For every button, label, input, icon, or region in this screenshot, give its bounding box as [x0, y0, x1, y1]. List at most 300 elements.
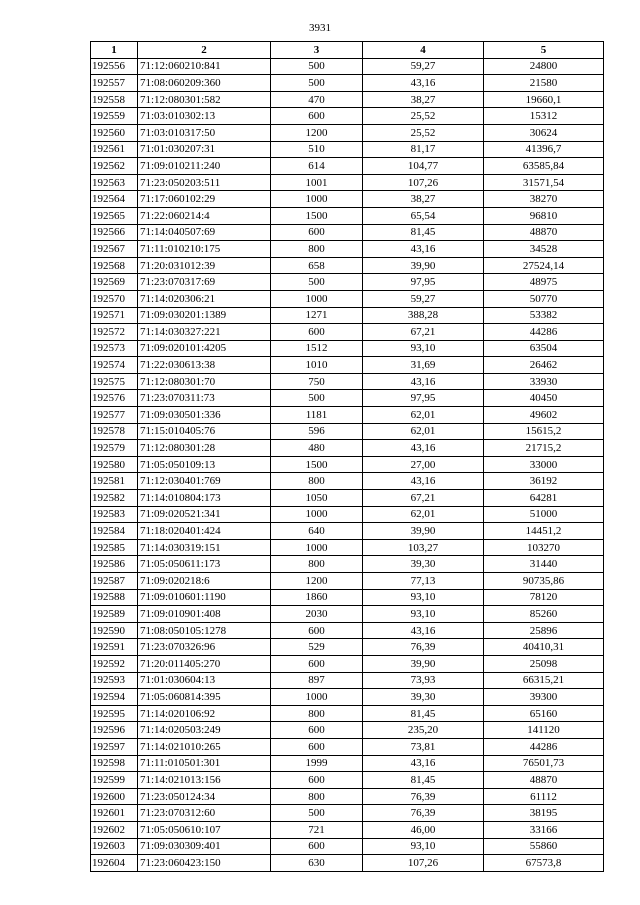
- row-number-cell: 192575: [91, 373, 138, 390]
- rate-cell: 25,52: [363, 124, 484, 141]
- value-cell: 39300: [484, 689, 604, 706]
- area-cell: 600: [271, 738, 363, 755]
- cadastral-number-cell: 71:20:031012:39: [138, 257, 271, 274]
- area-cell: 529: [271, 639, 363, 656]
- table-row: [91, 539, 604, 556]
- value-cell: 96810: [484, 207, 604, 224]
- area-cell: 1000: [271, 191, 363, 208]
- area-cell: 1200: [271, 124, 363, 141]
- cadastral-number-cell: 71:14:020106:92: [138, 705, 271, 722]
- cadastral-number-cell: 71:11:010210:175: [138, 241, 271, 258]
- cadastral-number-cell: 71:14:020503:249: [138, 722, 271, 739]
- table-row: [91, 589, 604, 606]
- value-cell: 64281: [484, 490, 604, 507]
- table-row: [91, 755, 604, 772]
- cadastral-number-cell: 71:23:050124:34: [138, 788, 271, 805]
- value-cell: 66315,21: [484, 672, 604, 689]
- rate-cell: 43,16: [363, 622, 484, 639]
- rate-cell: 76,39: [363, 639, 484, 656]
- cadastral-number-cell: 71:09:030201:1389: [138, 307, 271, 324]
- area-cell: 600: [271, 224, 363, 241]
- table-header-row: [91, 42, 604, 59]
- area-cell: 800: [271, 241, 363, 258]
- area-cell: 630: [271, 855, 363, 872]
- row-number-cell: 192566: [91, 224, 138, 241]
- rate-cell: 93,10: [363, 340, 484, 357]
- table-row: [91, 689, 604, 706]
- row-number-cell: 192562: [91, 158, 138, 175]
- row-number-cell: 192604: [91, 855, 138, 872]
- cadastral-number-cell: 71:23:070311:73: [138, 390, 271, 407]
- rate-cell: 76,39: [363, 805, 484, 822]
- area-cell: 1181: [271, 407, 363, 424]
- table-row: [91, 506, 604, 523]
- table-row: [91, 124, 604, 141]
- area-cell: 510: [271, 141, 363, 158]
- area-cell: 2030: [271, 606, 363, 623]
- area-cell: 1000: [271, 689, 363, 706]
- cadastral-number-cell: 71:09:020218:6: [138, 573, 271, 590]
- rate-cell: 73,81: [363, 738, 484, 755]
- area-cell: 800: [271, 788, 363, 805]
- rate-cell: 103,27: [363, 539, 484, 556]
- value-cell: 48975: [484, 274, 604, 291]
- cadastral-number-cell: 71:09:020521:341: [138, 506, 271, 523]
- value-cell: 40410,31: [484, 639, 604, 656]
- value-cell: 36192: [484, 473, 604, 490]
- cadastral-number-cell: 71:12:030401:769: [138, 473, 271, 490]
- value-cell: 85260: [484, 606, 604, 623]
- cadastral-number-cell: 71:23:060423:150: [138, 855, 271, 872]
- row-number-cell: 192597: [91, 738, 138, 755]
- rate-cell: 59,27: [363, 58, 484, 75]
- cadastral-number-cell: 71:09:030309:401: [138, 838, 271, 855]
- table-body: [91, 58, 604, 871]
- table-row: [91, 58, 604, 75]
- value-cell: 78120: [484, 589, 604, 606]
- rate-cell: 43,16: [363, 241, 484, 258]
- cadastral-number-cell: 71:01:030207:31: [138, 141, 271, 158]
- table-row: [91, 357, 604, 374]
- table-row: [91, 75, 604, 92]
- area-cell: 658: [271, 257, 363, 274]
- table-row: [91, 274, 604, 291]
- row-number-cell: 192568: [91, 257, 138, 274]
- page-number: 3931: [309, 22, 331, 34]
- cadastral-number-cell: 71:14:030319:151: [138, 539, 271, 556]
- row-number-cell: 192565: [91, 207, 138, 224]
- row-number-cell: 192592: [91, 655, 138, 672]
- value-cell: 33000: [484, 456, 604, 473]
- area-cell: 600: [271, 722, 363, 739]
- rate-cell: 38,27: [363, 191, 484, 208]
- area-cell: 470: [271, 91, 363, 108]
- table-row: [91, 788, 604, 805]
- value-cell: 103270: [484, 539, 604, 556]
- table-row: [91, 655, 604, 672]
- row-number-cell: 192596: [91, 722, 138, 739]
- area-cell: 600: [271, 655, 363, 672]
- table-row: [91, 838, 604, 855]
- area-cell: 1500: [271, 456, 363, 473]
- value-cell: 44286: [484, 324, 604, 341]
- value-cell: 21715,2: [484, 440, 604, 457]
- cadastral-number-cell: 71:14:021013:156: [138, 772, 271, 789]
- value-cell: 48870: [484, 772, 604, 789]
- rate-cell: 39,30: [363, 556, 484, 573]
- row-number-cell: 192557: [91, 75, 138, 92]
- row-number-cell: 192576: [91, 390, 138, 407]
- table-row: [91, 191, 604, 208]
- rate-cell: 43,16: [363, 440, 484, 457]
- row-number-cell: 192601: [91, 805, 138, 822]
- cadastral-number-cell: 71:14:040507:69: [138, 224, 271, 241]
- column-header-5: 5: [484, 42, 604, 59]
- area-cell: 800: [271, 473, 363, 490]
- rate-cell: 46,00: [363, 821, 484, 838]
- row-number-cell: 192574: [91, 357, 138, 374]
- area-cell: 1000: [271, 290, 363, 307]
- value-cell: 49602: [484, 407, 604, 424]
- row-number-cell: 192569: [91, 274, 138, 291]
- table-row: [91, 573, 604, 590]
- rate-cell: 43,16: [363, 75, 484, 92]
- rate-cell: 81,45: [363, 705, 484, 722]
- value-cell: 31440: [484, 556, 604, 573]
- table-row: [91, 821, 604, 838]
- rate-cell: 73,93: [363, 672, 484, 689]
- rate-cell: 93,10: [363, 606, 484, 623]
- cadastral-number-cell: 71:12:080301:28: [138, 440, 271, 457]
- table-row: [91, 490, 604, 507]
- area-cell: 1271: [271, 307, 363, 324]
- table-row: [91, 324, 604, 341]
- value-cell: 63504: [484, 340, 604, 357]
- row-number-cell: 192584: [91, 523, 138, 540]
- cadastral-number-cell: 71:20:011405:270: [138, 655, 271, 672]
- value-cell: 50770: [484, 290, 604, 307]
- row-number-cell: 192594: [91, 689, 138, 706]
- table-row: [91, 805, 604, 822]
- table-row: [91, 224, 604, 241]
- area-cell: 600: [271, 108, 363, 125]
- area-cell: 721: [271, 821, 363, 838]
- rate-cell: 43,16: [363, 473, 484, 490]
- area-cell: 800: [271, 705, 363, 722]
- table-row: [91, 423, 604, 440]
- value-cell: 15312: [484, 108, 604, 125]
- row-number-cell: 192600: [91, 788, 138, 805]
- cadastral-number-cell: 71:09:010901:408: [138, 606, 271, 623]
- cadastral-number-cell: 71:09:030501:336: [138, 407, 271, 424]
- value-cell: 55860: [484, 838, 604, 855]
- area-cell: 640: [271, 523, 363, 540]
- area-cell: 1512: [271, 340, 363, 357]
- cadastral-number-cell: 71:22:030613:38: [138, 357, 271, 374]
- cadastral-number-cell: 71:15:010405:76: [138, 423, 271, 440]
- rate-cell: 62,01: [363, 506, 484, 523]
- value-cell: 24800: [484, 58, 604, 75]
- row-number-cell: 192558: [91, 91, 138, 108]
- value-cell: 33166: [484, 821, 604, 838]
- cadastral-number-cell: 71:05:050611:173: [138, 556, 271, 573]
- area-cell: 600: [271, 772, 363, 789]
- row-number-cell: 192598: [91, 755, 138, 772]
- area-cell: 897: [271, 672, 363, 689]
- area-cell: 600: [271, 324, 363, 341]
- value-cell: 31571,54: [484, 174, 604, 191]
- row-number-cell: 192567: [91, 241, 138, 258]
- row-number-cell: 192572: [91, 324, 138, 341]
- cadastral-number-cell: 71:23:070317:69: [138, 274, 271, 291]
- area-cell: 1050: [271, 490, 363, 507]
- table-row: [91, 257, 604, 274]
- area-cell: 1860: [271, 589, 363, 606]
- area-cell: 600: [271, 622, 363, 639]
- table-row: [91, 705, 604, 722]
- value-cell: 30624: [484, 124, 604, 141]
- cadastral-number-cell: 71:23:070326:96: [138, 639, 271, 656]
- rate-cell: 107,26: [363, 174, 484, 191]
- cadastral-number-cell: 71:22:060214:4: [138, 207, 271, 224]
- table-row: [91, 855, 604, 872]
- rate-cell: 39,90: [363, 523, 484, 540]
- rate-cell: 107,26: [363, 855, 484, 872]
- value-cell: 34528: [484, 241, 604, 258]
- rate-cell: 388,28: [363, 307, 484, 324]
- row-number-cell: 192583: [91, 506, 138, 523]
- table-row: [91, 307, 604, 324]
- area-cell: 480: [271, 440, 363, 457]
- table-row: [91, 407, 604, 424]
- cadastral-number-cell: 71:14:030327:221: [138, 324, 271, 341]
- table-row: [91, 606, 604, 623]
- cadastral-number-cell: 71:03:010302:13: [138, 108, 271, 125]
- column-header-4: 4: [363, 42, 484, 59]
- area-cell: 1500: [271, 207, 363, 224]
- table-row: [91, 91, 604, 108]
- value-cell: 27524,14: [484, 257, 604, 274]
- value-cell: 15615,2: [484, 423, 604, 440]
- rate-cell: 235,20: [363, 722, 484, 739]
- rate-cell: 67,21: [363, 324, 484, 341]
- rate-cell: 104,77: [363, 158, 484, 175]
- value-cell: 48870: [484, 224, 604, 241]
- rate-cell: 77,13: [363, 573, 484, 590]
- data-table: [90, 41, 604, 872]
- column-header-2: 2: [138, 42, 271, 59]
- value-cell: 90735,86: [484, 573, 604, 590]
- row-number-cell: 192602: [91, 821, 138, 838]
- table-row: [91, 340, 604, 357]
- row-number-cell: 192591: [91, 639, 138, 656]
- row-number-cell: 192578: [91, 423, 138, 440]
- cadastral-number-cell: 71:05:050610:107: [138, 821, 271, 838]
- table-row: [91, 456, 604, 473]
- rate-cell: 81,45: [363, 772, 484, 789]
- value-cell: 51000: [484, 506, 604, 523]
- rate-cell: 27,00: [363, 456, 484, 473]
- rate-cell: 93,10: [363, 838, 484, 855]
- cadastral-number-cell: 71:14:021010:265: [138, 738, 271, 755]
- row-number-cell: 192560: [91, 124, 138, 141]
- table-row: [91, 672, 604, 689]
- area-cell: 1010: [271, 357, 363, 374]
- rate-cell: 62,01: [363, 423, 484, 440]
- value-cell: 25098: [484, 655, 604, 672]
- table-row: [91, 207, 604, 224]
- rate-cell: 67,21: [363, 490, 484, 507]
- row-number-cell: 192581: [91, 473, 138, 490]
- value-cell: 26462: [484, 357, 604, 374]
- area-cell: 1200: [271, 573, 363, 590]
- value-cell: 65160: [484, 705, 604, 722]
- table-row: [91, 390, 604, 407]
- area-cell: 1000: [271, 539, 363, 556]
- value-cell: 38270: [484, 191, 604, 208]
- cadastral-number-cell: 71:18:020401:424: [138, 523, 271, 540]
- table-row: [91, 738, 604, 755]
- row-number-cell: 192585: [91, 539, 138, 556]
- area-cell: 596: [271, 423, 363, 440]
- row-number-cell: 192570: [91, 290, 138, 307]
- cadastral-number-cell: 71:11:010501:301: [138, 755, 271, 772]
- rate-cell: 43,16: [363, 373, 484, 390]
- row-number-cell: 192586: [91, 556, 138, 573]
- row-number-cell: 192599: [91, 772, 138, 789]
- cadastral-number-cell: 71:12:060210:841: [138, 58, 271, 75]
- value-cell: 61112: [484, 788, 604, 805]
- rate-cell: 43,16: [363, 755, 484, 772]
- cadastral-number-cell: 71:14:010804:173: [138, 490, 271, 507]
- rate-cell: 81,45: [363, 224, 484, 241]
- cadastral-number-cell: 71:09:020101:4205: [138, 340, 271, 357]
- table-row: [91, 523, 604, 540]
- rate-cell: 38,27: [363, 91, 484, 108]
- area-cell: 1000: [271, 506, 363, 523]
- value-cell: 63585,84: [484, 158, 604, 175]
- area-cell: 1001: [271, 174, 363, 191]
- table-row: [91, 158, 604, 175]
- value-cell: 21580: [484, 75, 604, 92]
- row-number-cell: 192577: [91, 407, 138, 424]
- rate-cell: 81,17: [363, 141, 484, 158]
- cadastral-number-cell: 71:17:060102:29: [138, 191, 271, 208]
- column-header-1: 1: [91, 42, 138, 59]
- cadastral-number-cell: 71:01:030604:13: [138, 672, 271, 689]
- cadastral-number-cell: 71:12:080301:582: [138, 91, 271, 108]
- cadastral-number-cell: 71:09:010601:1190: [138, 589, 271, 606]
- area-cell: 500: [271, 390, 363, 407]
- table-row: [91, 473, 604, 490]
- value-cell: 25896: [484, 622, 604, 639]
- row-number-cell: 192587: [91, 573, 138, 590]
- cadastral-number-cell: 71:14:020306:21: [138, 290, 271, 307]
- value-cell: 141120: [484, 722, 604, 739]
- rate-cell: 65,54: [363, 207, 484, 224]
- value-cell: 76501,73: [484, 755, 604, 772]
- row-number-cell: 192590: [91, 622, 138, 639]
- table-row: [91, 290, 604, 307]
- cadastral-number-cell: 71:05:060814:395: [138, 689, 271, 706]
- rate-cell: 31,69: [363, 357, 484, 374]
- cadastral-number-cell: 71:08:060209:360: [138, 75, 271, 92]
- row-number-cell: 192589: [91, 606, 138, 623]
- table-row: [91, 373, 604, 390]
- value-cell: 67573,8: [484, 855, 604, 872]
- rate-cell: 93,10: [363, 589, 484, 606]
- cadastral-number-cell: 71:08:050105:1278: [138, 622, 271, 639]
- value-cell: 19660,1: [484, 91, 604, 108]
- row-number-cell: 192559: [91, 108, 138, 125]
- rate-cell: 25,52: [363, 108, 484, 125]
- table-row: [91, 556, 604, 573]
- value-cell: 53382: [484, 307, 604, 324]
- row-number-cell: 192593: [91, 672, 138, 689]
- table-row: [91, 141, 604, 158]
- row-number-cell: 192561: [91, 141, 138, 158]
- cadastral-number-cell: 71:23:050203:511: [138, 174, 271, 191]
- area-cell: 500: [271, 58, 363, 75]
- column-header-3: 3: [271, 42, 363, 59]
- cadastral-number-cell: 71:03:010317:50: [138, 124, 271, 141]
- area-cell: 1999: [271, 755, 363, 772]
- row-number-cell: 192580: [91, 456, 138, 473]
- table-row: [91, 622, 604, 639]
- value-cell: 41396,7: [484, 141, 604, 158]
- table-row: [91, 722, 604, 739]
- value-cell: 44286: [484, 738, 604, 755]
- row-number-cell: 192571: [91, 307, 138, 324]
- table-row: [91, 772, 604, 789]
- rate-cell: 62,01: [363, 407, 484, 424]
- area-cell: 500: [271, 274, 363, 291]
- value-cell: 40450: [484, 390, 604, 407]
- area-cell: 500: [271, 75, 363, 92]
- table-row: [91, 440, 604, 457]
- table-row: [91, 108, 604, 125]
- rate-cell: 59,27: [363, 290, 484, 307]
- area-cell: 614: [271, 158, 363, 175]
- cadastral-number-cell: 71:05:050109:13: [138, 456, 271, 473]
- area-cell: 600: [271, 838, 363, 855]
- row-number-cell: 192573: [91, 340, 138, 357]
- row-number-cell: 192582: [91, 490, 138, 507]
- area-cell: 500: [271, 805, 363, 822]
- area-cell: 750: [271, 373, 363, 390]
- rate-cell: 39,90: [363, 655, 484, 672]
- rate-cell: 39,30: [363, 689, 484, 706]
- value-cell: 38195: [484, 805, 604, 822]
- area-cell: 800: [271, 556, 363, 573]
- rate-cell: 97,95: [363, 274, 484, 291]
- cadastral-number-cell: 71:23:070312:60: [138, 805, 271, 822]
- rate-cell: 97,95: [363, 390, 484, 407]
- row-number-cell: 192595: [91, 705, 138, 722]
- row-number-cell: 192564: [91, 191, 138, 208]
- table-row: [91, 639, 604, 656]
- cadastral-number-cell: 71:09:010211:240: [138, 158, 271, 175]
- value-cell: 14451,2: [484, 523, 604, 540]
- cadastral-number-cell: 71:12:080301:70: [138, 373, 271, 390]
- row-number-cell: 192556: [91, 58, 138, 75]
- rate-cell: 39,90: [363, 257, 484, 274]
- row-number-cell: 192579: [91, 440, 138, 457]
- row-number-cell: 192563: [91, 174, 138, 191]
- row-number-cell: 192588: [91, 589, 138, 606]
- table-row: [91, 241, 604, 258]
- rate-cell: 76,39: [363, 788, 484, 805]
